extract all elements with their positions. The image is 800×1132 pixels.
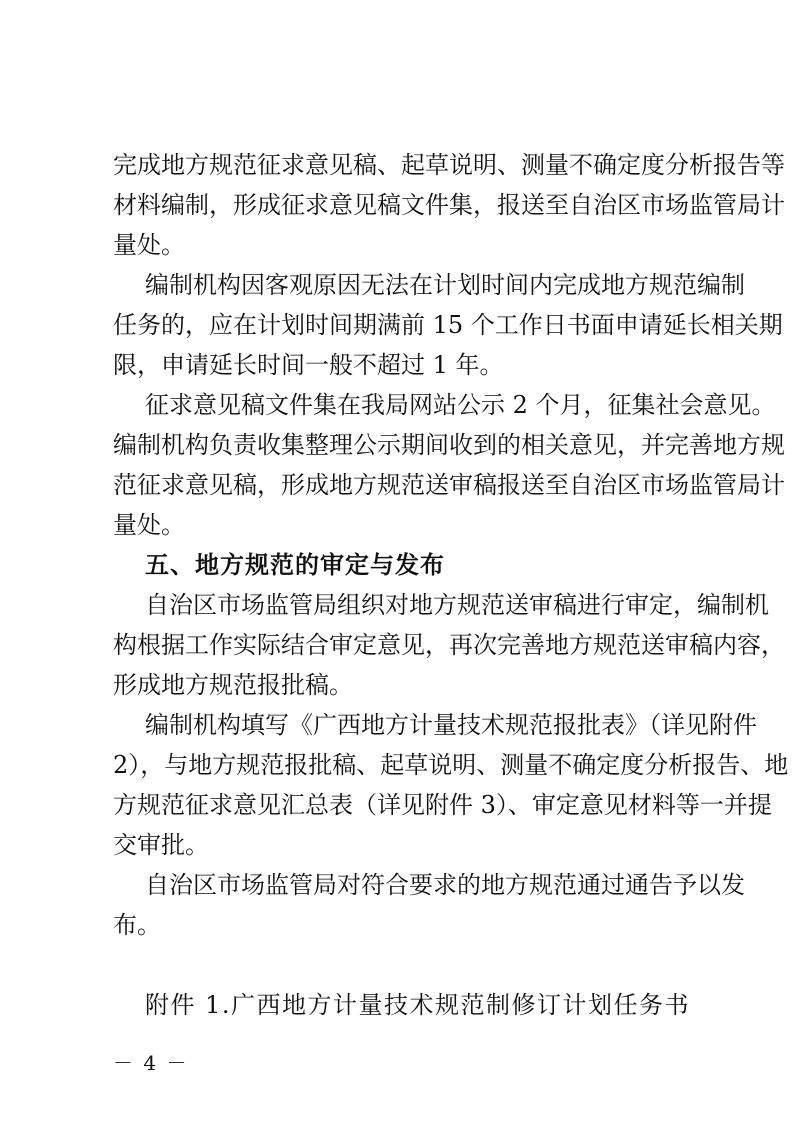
paragraph-2-line-1: 编制机构因客观原因无法在计划时间内完成地方规范编制 — [145, 271, 745, 299]
paragraph-3-line-3: 范征求意见稿，形成地方规范送审稿报送至自治区市场监管局计 — [113, 471, 785, 499]
paragraph-1-line-1: 完成地方规范征求意见稿、起草说明、测量不确定度分析报告等 — [113, 151, 785, 179]
paragraph-3-line-2: 编制机构负责收集整理公示期间收到的相关意见，并完善地方规 — [113, 431, 785, 459]
section-paragraph-3-line-2: 布。 — [113, 911, 161, 939]
section-paragraph-2-line-4: 交审批。 — [113, 831, 209, 859]
paragraph-3-line-1: 征求意见稿文件集在我局网站公示 2 个月，征集社会意见。 — [145, 391, 776, 419]
paragraph-2-line-2: 任务的，应在计划时间期满前 15 个工作日书面申请延长相关期 — [113, 311, 783, 339]
section-paragraph-1-line-2: 构根据工作实际结合审定意见，再次完善地方规范送审稿内容， — [113, 631, 785, 659]
paragraph-1-line-3: 量处。 — [113, 231, 185, 259]
page-number: － 4 － — [113, 1051, 189, 1075]
section-paragraph-3-line-1: 自治区市场监管局对符合要求的地方规范通过通告予以发 — [145, 871, 745, 899]
section-heading: 五、地方规范的审定与发布 — [145, 551, 445, 579]
section-paragraph-2-line-1: 编制机构填写《广西地方计量技术规范报批表》（详见附件 — [145, 711, 757, 739]
section-paragraph-1-line-3: 形成地方规范报批稿。 — [113, 671, 353, 699]
paragraph-2-line-3: 限，申请延长时间一般不超过 1 年。 — [113, 351, 504, 379]
paragraph-1-line-2: 材料编制，形成征求意见稿文件集，报送至自治区市场监管局计 — [113, 191, 785, 219]
attachment-note: 附件 1.广西地方计量技术规范制修订计划任务书 — [145, 991, 691, 1019]
paragraph-3-line-4: 量处。 — [113, 511, 185, 539]
section-paragraph-2-line-3: 方规范征求意见汇总表（详见附件 3）、审定意见材料等一并提 — [113, 791, 772, 819]
section-paragraph-2-line-2: 2），与地方规范报批稿、起草说明、测量不确定度分析报告、地 — [113, 751, 789, 779]
section-paragraph-1-line-1: 自治区市场监管局组织对地方规范送审稿进行审定，编制机 — [145, 591, 769, 619]
